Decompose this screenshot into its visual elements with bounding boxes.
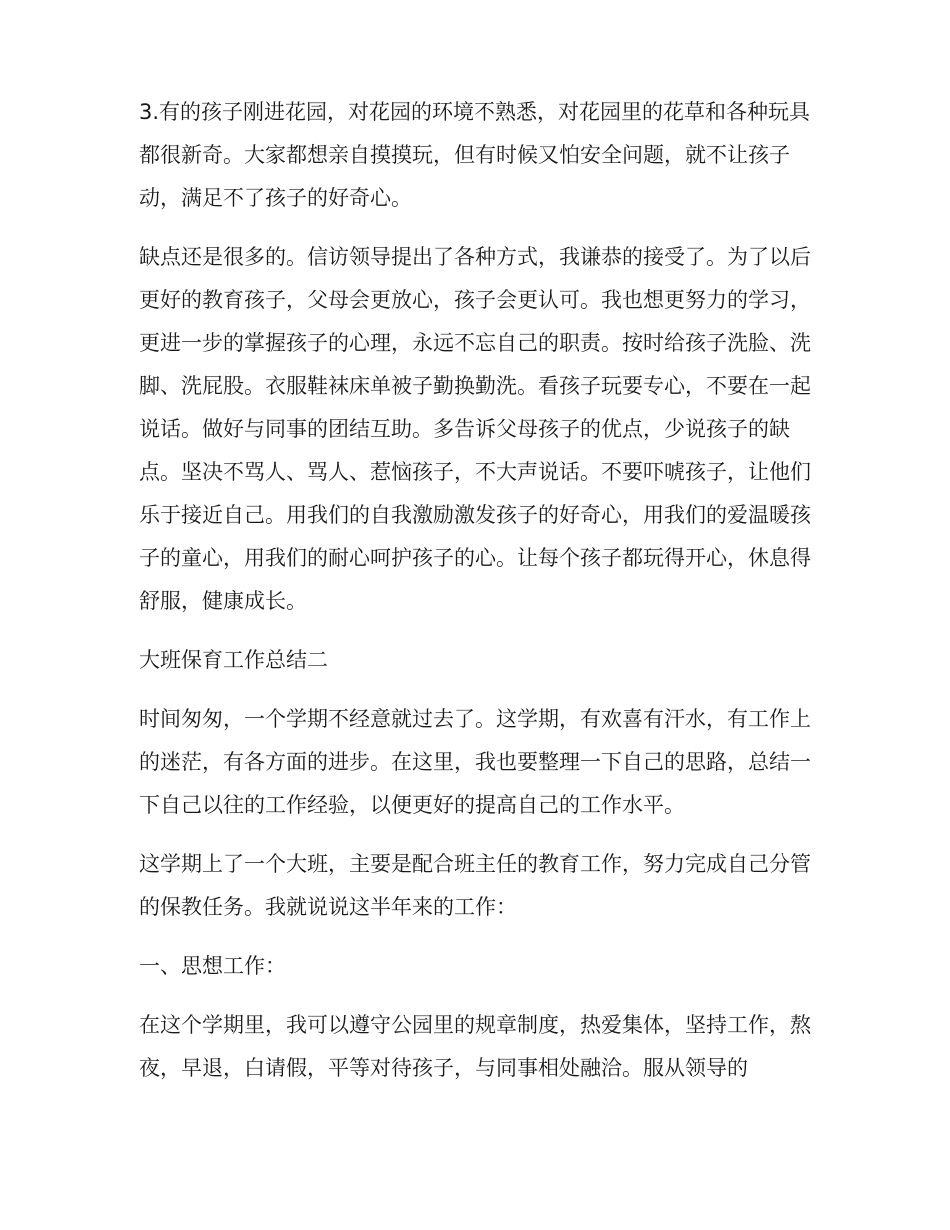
paragraph-class-duties: 这学期上了一个大班，主要是配合班主任的教育工作，努力完成自己分管的保教任务。我就说说这半年来的工作： (139, 852, 811, 919)
paragraph-shortcomings: 缺点还是很多的。信访领导提出了各种方式，我谦恭的接受了。为了以后更好的教育孩子，父母会更放心，孩子会更认可。我也想更努力的学习，更进一步的掌握孩子的心理，永远不忘自己的职责。按时给孩子洗脸、洗脚、洗屁股。衣服鞋袜床单被子勤换勤洗。看孩子玩要专心，不要在一起说话。做好与同事的团结互助。多告诉父母孩子的优点，少说孩子的缺点。坚决不骂人、骂人、惹恼孩子，不大声说话。不要吓唬孩子，让他们乐于接近自己。用我们的自我激励激发孩子的好奇心，用我们的爱温暖孩子的童心，用我们的耐心呵护孩子的心。让每个孩子都玩得开心，休息得舒服，健康成长。 (139, 245, 811, 613)
paragraph-semester-intro: 时间匆匆，一个学期不经意就过去了。这学期，有欢喜有汗水，有工作上的迷茫，有各方面的进步。在这里，我也要整理一下自己的思路，总结一下自己以往的工作经验，以便更好的提高自己的工作水平。 (139, 707, 811, 817)
paragraph-playground-curiosity: 3.有的孩子刚进花园，对花园的环境不熟悉，对花园里的花草和各种玩具都很新奇。大家都想亲自摸摸玩，但有时候又怕安全问题，就不让孩子动，满足不了孩子的好奇心。 (139, 100, 811, 210)
section-heading-summary-two: 大班保育工作总结二 (139, 648, 328, 672)
paragraph-ideology-work: 在这个学期里，我可以遵守公园里的规章制度，热爱集体，坚持工作，熬夜，早退，白请假，平等对待孩子，与同事相处融洽。服从领导的 (139, 1013, 811, 1080)
section-heading-ideology: 一、思想工作： (139, 954, 286, 978)
document-body (139, 91, 819, 1106)
